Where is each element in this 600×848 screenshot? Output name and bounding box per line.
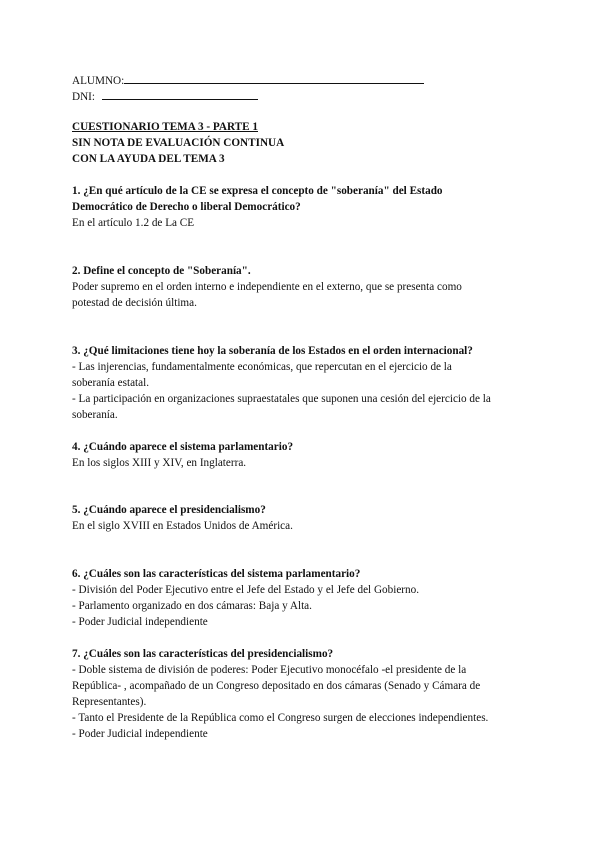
answer-4-text: En los siglos XIII y XIV, en Inglaterra. xyxy=(72,457,247,469)
answer-3-text: soberanía estatal. xyxy=(72,377,150,389)
student-label: ALUMNO: xyxy=(72,75,125,87)
title-subline-1: SIN NOTA DE EVALUACIÓN CONTINUA xyxy=(72,137,285,149)
answer-7-text: República- , acompañado de un Congreso depositado en dos cámaras (Senado y Cámara de xyxy=(72,680,481,692)
answer-6-text: - Parlamento organizado en dos cámaras: Baja y Alta. xyxy=(72,600,312,612)
answer-5-text: En el siglo XVIII en Estados Unidos de América. xyxy=(72,520,293,532)
question-6-text: 6. ¿Cuáles son las características del sistema parlamentario? xyxy=(72,568,361,580)
dni-field xyxy=(72,88,258,105)
answer-3-text: soberanía. xyxy=(72,409,118,421)
answer-2-text: Poder supremo en el orden interno e independiente en el externo, que se presenta como xyxy=(72,281,462,293)
answer-1-text: En el artículo 1.2 de La CE xyxy=(72,217,195,229)
question-1-text: Democrático de Derecho o liberal Democrático? xyxy=(72,201,301,213)
question-1-text: 1. ¿En qué artículo de la CE se expresa el concepto de "soberanía" del Estado xyxy=(72,185,443,197)
answer-7-text: - Tanto el Presidente de la República como el Congreso surgen de elecciones independientes. xyxy=(72,712,489,724)
document-title: CUESTIONARIO TEMA 3 - PARTE 1 xyxy=(72,121,258,133)
question-5-text: 5. ¿Cuándo aparece el presidencialismo? xyxy=(72,504,266,516)
dni-blank[interactable] xyxy=(102,88,258,100)
answer-6-text: - Poder Judicial independiente xyxy=(72,616,208,628)
answer-7-text: - Poder Judicial independiente xyxy=(72,728,208,740)
question-2-text: 2. Define el concepto de "Soberanía". xyxy=(72,265,251,277)
student-name-blank[interactable] xyxy=(124,72,424,84)
title-subline-2: CON LA AYUDA DEL TEMA 3 xyxy=(72,153,225,165)
dni-label: DNI: xyxy=(72,91,95,103)
student-field xyxy=(72,72,424,89)
answer-7-text: - Doble sistema de división de poderes: Poder Ejecutivo monocéfalo -el presidente de la xyxy=(72,664,467,676)
answer-6-text: - División del Poder Ejecutivo entre el Jefe del Estado y el Jefe del Gobierno. xyxy=(72,584,420,596)
question-4-text: 4. ¿Cuándo aparece el sistema parlamentario? xyxy=(72,441,294,453)
question-7-text: 7. ¿Cuáles son las características del presidencialismo? xyxy=(72,648,334,660)
answer-2-text: potestad de decisión última. xyxy=(72,297,197,309)
answer-3-text: - La participación en organizaciones supraestatales que suponen una cesión del ejercicio de la xyxy=(72,393,491,405)
answer-3-text: - Las injerencias, fundamentalmente económicas, que repercutan en el ejercicio de la xyxy=(72,361,452,373)
question-3-text: 3. ¿Qué limitaciones tiene hoy la soberanía de los Estados en el orden internacional? xyxy=(72,345,473,357)
answer-7-text: Representantes). xyxy=(72,696,147,708)
